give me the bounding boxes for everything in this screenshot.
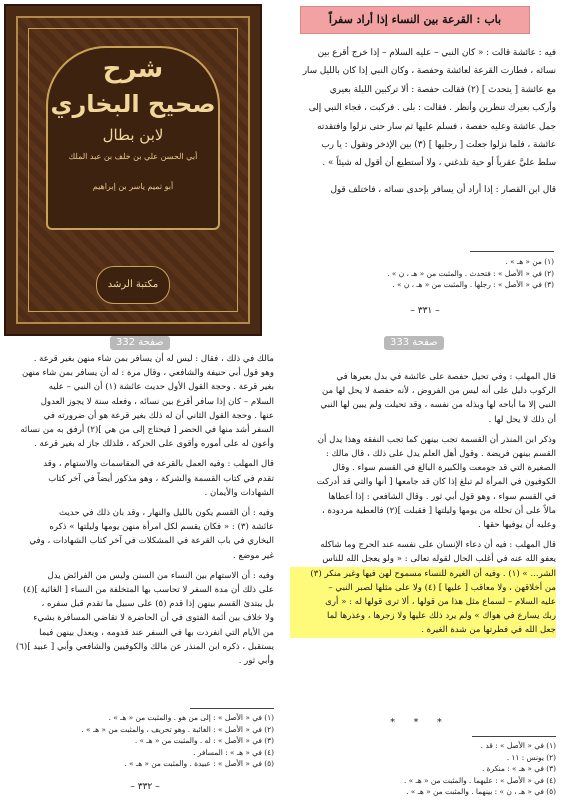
text-line: على ذلك أن مدة السفر لا تحاسب بها المتخلفة من النساء [ الغائبة ](٤) bbox=[23, 585, 274, 596]
footnote: (٥) في « هـ ، ن » : بينهما . والمثبت من « هـ » . bbox=[406, 787, 556, 796]
text-line: عائشة ، فلما نزلوا جعلت [ رجليها ] (٣) بين الإذخر وتقول : يا رب bbox=[321, 140, 556, 151]
text-line: وفيه : أن القسم يكون بالليل والنهار ، وقد بان ذلك في حديث bbox=[59, 508, 274, 519]
text-line: وفيه : أن الاستهام بين النساء من السنن وليس من الفرائض يدل bbox=[47, 570, 274, 581]
text-line: مالاً على أن تحلله من يومها وليلتها [ فقبلت ](٢) فالعطية مردودة ، bbox=[321, 505, 556, 516]
cover-title-line2: صحيح البخاري bbox=[50, 90, 216, 118]
text-line: القسم بينهن فريضة . وقول أهل العلم يدل على ذلك ، قال مالك : bbox=[325, 449, 556, 460]
page332-footnotes bbox=[40, 712, 274, 770]
text-line: في القسم سواء ، وهو قول أبي ثور . وقال الشافعي : إذا أعطاها bbox=[328, 491, 556, 502]
footnote: (٣) في « الأصل » : له . والمثبت من « هـ » . bbox=[134, 736, 274, 745]
text-line: البخاري في باب القرعة في المشكلات في آخر كتاب الشهادات ، وفي bbox=[29, 536, 274, 547]
chapter-heading: باب : القرعة بين النساء إذا أراد سفراً bbox=[328, 13, 502, 26]
text-line: الكوفيون في المرأة لم تبلغ إذا كان قد جامعها [ أنها والتي قد أدركت bbox=[316, 477, 556, 488]
footnote: (١) من « هـ » . bbox=[505, 257, 554, 266]
text-line: السلام – كان إذا سافر أقرع بين نسائه ، وفعله سنة لا يجوز العدول bbox=[40, 396, 274, 407]
page333-bottom-text bbox=[290, 370, 556, 638]
text-line: أن ذلك لا يحل لها . bbox=[488, 414, 556, 425]
cover-editor: أبو تميم ياسر بن إبراهيم bbox=[92, 182, 174, 191]
page-number-331: – ٣٣١ – bbox=[410, 306, 440, 316]
text-line: من أخلاقهن ، ولا معاقب [ عليها ] (٤) ولا على مثلها لصبر النبي – bbox=[328, 582, 556, 593]
page-label-333: صفحة 333 bbox=[384, 336, 444, 350]
text-line: قال ابن القصار : إذا أراد أن يسافر بإحدى نسائه ، فاختلف قول bbox=[330, 184, 556, 195]
footnote: (٢) يونس : ١١ . bbox=[506, 752, 556, 762]
highlighted-passage bbox=[290, 567, 556, 638]
book-cover bbox=[4, 4, 262, 336]
text-line: يعفو الله عنه في أغلب الحال لقوله تعالى : « ولو يعجل الله للناس bbox=[322, 554, 556, 565]
text-line: غير موضع . bbox=[233, 550, 274, 561]
text-line: الركوب دليل على أنه ليس من الفروض ، لأنه حفصة لا يحل لها من bbox=[322, 386, 556, 397]
text-line: وعليه أن يوفيها حقها . bbox=[477, 520, 556, 531]
footnote: (١) في « الأصل » : قد . bbox=[480, 741, 556, 750]
chapter-heading-box bbox=[300, 6, 530, 34]
text-line: ولا خلاف بين أئمة الفتوى في أن الحاضرة لا تقاضي المسافرة بشيء bbox=[33, 613, 274, 624]
section-divider-stars: * * * bbox=[390, 718, 450, 728]
text-line: يستقبل ، ذكره ابن المنذر عن مالك والكوفيين والشافعي وأبي [ عبيد ](٦) bbox=[15, 641, 274, 652]
text-line: عنها . وحجة القول الثاني أن له ذلك بغير قرعة هو أن ضرورته في bbox=[43, 410, 274, 421]
footnote-separator bbox=[472, 736, 556, 737]
text-line: بغير قرعة . وحجة القول الأول حديث عائشة (١) أن النبي – عليه bbox=[48, 382, 274, 393]
text-line: مع عائشة [ يتحدث ] (٢) فقالت حفصة : ألا تركبين الليلة بعيري bbox=[329, 84, 556, 95]
text-line: قال المهلب : وفي تحيل حفصة على عائشة في بدل بعيرها في bbox=[336, 372, 556, 382]
text-line: الشر... » (١) . وفيه أن الغيرة للنساء مسموح لهن فيها وغير منكر (٣) bbox=[310, 568, 556, 579]
text-line: عائشة (٣) : « فكان يقسم لكل امرأة منهن يومها وليلتها » ذكره bbox=[49, 522, 274, 533]
footnote: (٤) في « هـ » : المسافر . bbox=[193, 747, 274, 757]
cover-author: لابن بطال bbox=[102, 126, 164, 144]
text-line: بل يبتدئ القسم بينهن إذا قدم (٥) على سبيل ما تقدم قبل سفره ، bbox=[41, 599, 274, 610]
page333-top-text bbox=[274, 44, 556, 199]
text-line: نسائه ، فطارت القرعة لعائشة وحفصة ، وكان النبي إذا كان بالليل سار bbox=[302, 66, 556, 77]
text-line: السفر أشد منها في الحضر [ فيحتاج إلى من هي ](٢) أرفق به من نسائه bbox=[20, 425, 274, 436]
text-line: وأركب بعيرك تنظرين وأنظر . فقالت : بلى . فركبت ، فجاء النبي إلى bbox=[308, 103, 556, 114]
footnote-separator bbox=[190, 708, 274, 709]
text-line: وأعون له على أموره وأقوى على الحركة ، فلذلك جاز له بغير قرعة . bbox=[34, 439, 274, 450]
text-line: عليه السلام – لسماع مثل هذا من قولها ، ألا ترى قولها له : « أرى bbox=[325, 597, 556, 608]
text-line: جمل عائشة وعليه حفصة ، فسلم عليها ثم سار حتى نزلوا وافتقدته bbox=[317, 121, 556, 132]
text-line: قال المهلب : وفيه العمل بالقرعة في المقاسمات والاستهام ، وقد bbox=[43, 459, 274, 470]
text-line: الصغيرة التي قد جومعت والكبيرة البالغ في القسم سواء . وقال bbox=[332, 463, 556, 474]
text-line: الشهادات والأيمان . bbox=[204, 487, 274, 498]
footnote: (٢) في « الأصل » : فتحدث . والمثبت من « هـ ، ن » . bbox=[387, 268, 554, 278]
page333-bottom-footnotes bbox=[300, 740, 556, 798]
text-line: وذكر ابن المنذر أن القسمة تجب بينهن كما تجب النفقة وهذا يدل أن bbox=[317, 434, 556, 445]
cover-title-line1: شرح bbox=[102, 54, 164, 84]
text-line: ربك يسارع في هواك » ولم يرد ذلك عليها ولا زجرها ، وعذرها لما bbox=[327, 611, 556, 622]
footnote: (١) في « الأصل » : إلى من هو . والمثبت من « هـ » . bbox=[108, 713, 274, 722]
text-line: تقدم في كتاب القسمة والشركة ، وهو مذكور أيضاً في آخر كتاب bbox=[48, 473, 274, 484]
footnote: (٣) في « هـ » : منكرة . bbox=[481, 764, 556, 773]
page333-top-footnotes bbox=[330, 256, 554, 291]
page-label-332: صفحة 332 bbox=[110, 336, 170, 350]
text-line: النبي إلا ما أباحه لها وبذله من نفسه ، وقد تحيلت ولم يبين لها النبي bbox=[320, 400, 556, 411]
text-line: قال المهلب : فيه أن دعاء الإنسان على نفسه عند الحرج وما شاكله bbox=[320, 540, 556, 551]
footnote: (٤) في « الأصل » : عليهما . والمثبت من « هـ » . bbox=[404, 775, 556, 785]
footnote-separator bbox=[470, 251, 554, 252]
footnote: (٥) في « الأصل » : عبيدة . والمثبت من « هـ » . bbox=[124, 759, 274, 768]
text-line: سلط عليَّ عقرباً أو حية تلدغني ، ولا أستطيع أن أقول له شيئاً » . bbox=[322, 158, 556, 169]
text-line: وأبي ثور . bbox=[238, 656, 274, 667]
text-line: مالك في ذلك ، فقال : ليس له أن يسافر بمن شاء منهن بغير قرعة . bbox=[33, 354, 274, 364]
cover-subtitle: أبي الحسن علي بن خلف بن عبد الملك bbox=[68, 152, 198, 161]
footnote: (٢) في « الأصل » : الغائبة . وهو تحريف ، والمثبت من « هـ » . bbox=[81, 724, 274, 734]
text-line: جعل الله في فطرتها من شدة الغيرة . bbox=[421, 625, 556, 636]
text-line: وهو قول أبي حنيفة والشافعي ، وقال مرة : له أن يسافر بمن شاء منهن bbox=[22, 368, 274, 379]
page332-text bbox=[4, 352, 274, 668]
page-number-332: – ٣٣٢ – bbox=[130, 782, 160, 792]
footnote: (٣) في « الأصل » : رجلها . والمثبت من « هـ ، ن » . bbox=[392, 280, 554, 289]
text-line: من الأيام التي انفردت بها في السفر عند قدومه ، ويعدل بينهن فيما bbox=[39, 627, 274, 638]
cover-publisher-logo: مكتبة الرشد bbox=[96, 266, 170, 304]
text-line: فيه : عائشة قالت : « كان النبي – عليه السلام – إذا خرج أقرع بين bbox=[317, 48, 556, 58]
